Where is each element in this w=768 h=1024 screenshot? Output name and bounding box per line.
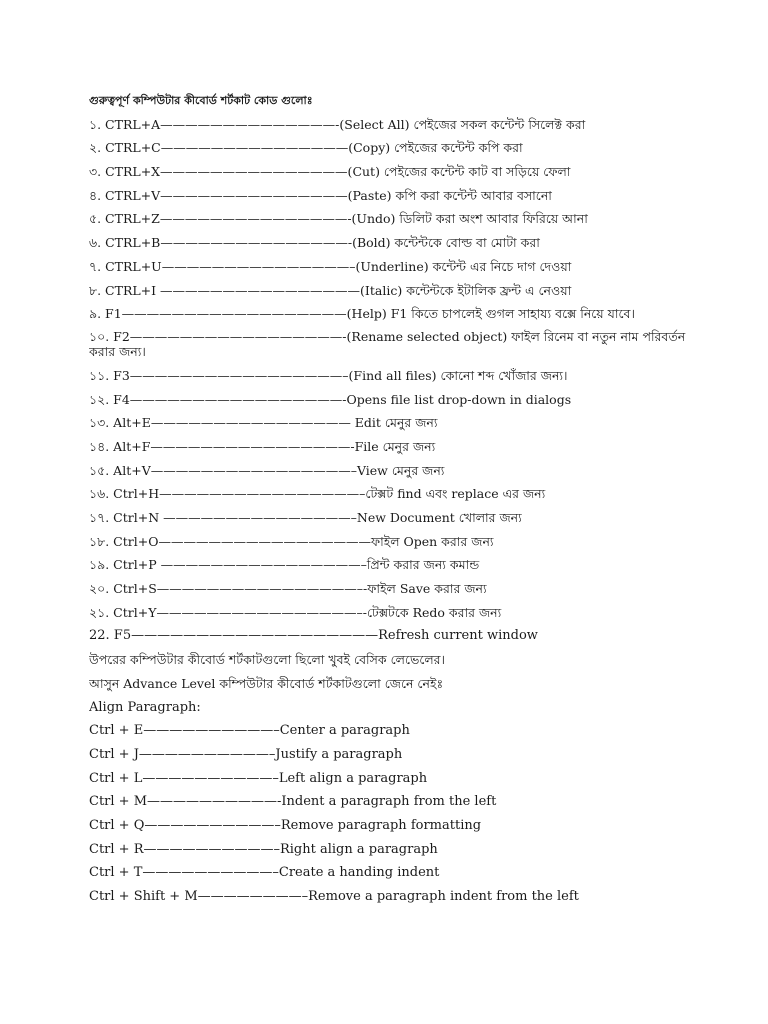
align-shortcut-line: Ctrl + J——————————–Justify a paragraph <box>89 746 403 762</box>
shortcut-line: ২০. Ctrl+S————————————————–-ফাইল Save করার জন্য <box>89 581 487 597</box>
shortcut-line: ২১. Ctrl+Y————————————————–-টেক্সটকে Redo করার জন্য <box>89 604 502 620</box>
shortcut-line: ১২. F4—————————————————-Opens file list drop-down in dialogs <box>89 391 572 407</box>
align-shortcut-line: Ctrl + M——————————-Indent a paragraph from the left <box>89 794 497 810</box>
align-shortcut-line: Ctrl + R——————————–Right align a paragraph <box>89 841 438 857</box>
align-shortcut-line: Ctrl + Shift + M————————–Remove a paragraph indent from the left <box>89 889 579 904</box>
align-shortcut-line: Ctrl + T——————————–Create a handing indent <box>89 865 440 881</box>
shortcut-line: ৩. CTRL+X———————————————(Cut) পেইজের কন্টেন্ট কাট বা সড়িয়ে ফেলা <box>89 164 571 180</box>
shortcut-line: ৪. CTRL+V———————————————(Paste) কপি করা কন্টেন্ট আবার বসানো <box>89 187 552 203</box>
shortcut-line: ১০. F2—————————————————-(Rename selected object) ফাইল রিনেম বা নতুন নাম পরিবর্তন করার জন্য। <box>89 328 686 359</box>
shortcut-line: ১৮. Ctrl+O—————————————————ফাইল Open করার জন্য <box>89 533 494 549</box>
shortcut-line: ৯. F1——————————————————(Help) F1 কিতে চাপলেই গুগল সাহায্য বক্সে নিয়ে যাবে। <box>89 306 635 322</box>
align-heading: Align Paragraph: <box>89 699 201 715</box>
shortcut-line: ১৬. Ctrl+H————————————————–টেক্সট find এবং replace এর জন্য <box>89 486 546 502</box>
document-heading: গুরুত্বপূর্ণ কম্পিউটার কীবোর্ড শর্টকাট কোড গুলোঃ <box>89 94 313 107</box>
shortcut-line: ১৪. Alt+F————————————————-File মেনুর জন্য <box>89 438 436 454</box>
shortcut-line: ২. CTRL+C———————————————(Copy) পেইজের কন্টেন্ট কপি করা <box>89 140 523 156</box>
shortcut-line: ১৩. Alt+E———————————————— Edit মেনুর জন্য <box>89 415 438 431</box>
intro-text: উপরের কম্পিউটার কীবোর্ড শর্টকাটগুলো ছিলো খুবই বেসিক লেভেলের। <box>89 652 446 668</box>
document-content <box>89 92 689 912</box>
shortcut-line: ৫. CTRL+Z———————————————-(Undo) ডিলিট করা অংশ আবার ফিরিয়ে আনা <box>89 211 588 227</box>
shortcut-line: ১. CTRL+A——————————————-(Select All) পেইজের সকল কন্টেন্ট সিলেক্ট করা <box>89 116 586 132</box>
shortcut-line: ১৫. Alt+V————————————————–View মেনুর জন্য <box>89 462 445 478</box>
align-shortcut-line: Ctrl + E——————————–Center a paragraph <box>89 723 410 739</box>
shortcut-line: ১৯. Ctrl+P ————————————————–প্রিন্ট করার জন্য কমান্ড <box>89 557 480 573</box>
shortcut-line: 22. F5———————————————————Refresh current window <box>89 628 538 644</box>
shortcut-line: ১১. F3—————————————————–(Find all files) কোনো শব্দ খোঁজার জন্য। <box>89 367 568 383</box>
shortcut-line: ১৭. Ctrl+N ———————————————–New Document খোলার জন্য <box>89 510 522 525</box>
shortcut-line: ৬. CTRL+B———————————————-(Bold) কন্টেন্টকে বোল্ড বা মোটা করা <box>89 235 540 251</box>
shortcut-line: ৮. CTRL+I ————————————————(Italic) কন্টেন্টকে ইটালিক ফ্রন্ট এ নেওয়া <box>89 282 572 298</box>
shortcut-line: ৭. CTRL+U———————————————–(Underline) কন্টেন্ট এর নিচে দাগ দেওয়া <box>89 258 572 274</box>
align-shortcut-line: Ctrl + L——————————–Left align a paragraph <box>89 770 428 786</box>
align-shortcut-line: Ctrl + Q——————————–Remove paragraph formatting <box>89 817 482 833</box>
intro-text: আসুন Advance Level কম্পিউটার কীবোর্ড শর্টকাটগুলো জেনে নেইঃ <box>89 675 444 691</box>
